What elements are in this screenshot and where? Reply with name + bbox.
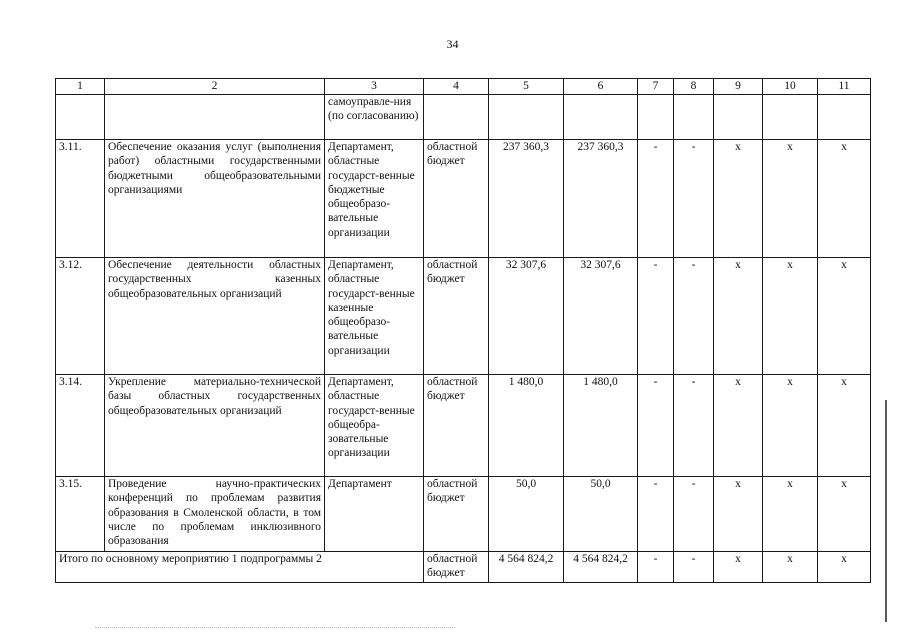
budget-table (55, 78, 871, 583)
table-row (56, 258, 871, 375)
value-cell (638, 95, 674, 140)
value-cell: х (714, 258, 763, 375)
activity-name-cell: Проведение научно-практических конференций по проблемам развития образования в Смоленской области, в том числе по проблемам инклюзивного образования (105, 477, 325, 552)
row-number-cell: 3.14. (56, 375, 105, 477)
funding-source-cell: областной бюджет (424, 375, 489, 477)
scan-margin-line (885, 400, 887, 622)
amount-cell (489, 95, 564, 140)
amount-cell: 50,0 (564, 477, 638, 552)
funding-source-cell: областной бюджет (424, 258, 489, 375)
table-header-row (56, 79, 871, 95)
table-row (56, 375, 871, 477)
value-cell: х (818, 375, 871, 477)
value-cell: - (638, 552, 674, 583)
value-cell: х (818, 552, 871, 583)
value-cell: - (638, 375, 674, 477)
total-amount-cell: 4 564 824,2 (564, 552, 638, 583)
activity-name-cell: Укрепление материально-технической базы областных государственных общеобразовательных организаций (105, 375, 325, 477)
value-cell: х (714, 140, 763, 258)
column-header: 7 (638, 79, 674, 95)
column-header: 11 (818, 79, 871, 95)
value-cell: х (763, 375, 818, 477)
table-row (56, 95, 871, 140)
value-cell: х (818, 477, 871, 552)
value-cell (818, 95, 871, 140)
amount-cell: 32 307,6 (489, 258, 564, 375)
column-header: 10 (763, 79, 818, 95)
value-cell: х (763, 258, 818, 375)
activity-name-cell: Обеспечение оказания услуг (выполнения работ) областными государственными бюджетными общеобразовательными организациями (105, 140, 325, 258)
column-header: 4 (424, 79, 489, 95)
executor-cell: Департамент, областные государст-венные общеобра-зовательные организации (325, 375, 424, 477)
column-header: 6 (564, 79, 638, 95)
column-header: 3 (325, 79, 424, 95)
executor-cell: самоуправле-ния (по согласованию) (325, 95, 424, 140)
total-label-cell: Итого по основному мероприятию 1 подпрограммы 2 (56, 552, 424, 583)
column-header: 8 (674, 79, 714, 95)
value-cell: х (763, 552, 818, 583)
column-header: 5 (489, 79, 564, 95)
funding-source-cell (424, 95, 489, 140)
value-cell: - (674, 258, 714, 375)
total-row (56, 552, 871, 583)
value-cell: х (714, 477, 763, 552)
table-row (56, 140, 871, 258)
row-number-cell: 3.15. (56, 477, 105, 552)
funding-source-cell: областной бюджет (424, 140, 489, 258)
amount-cell: 1 480,0 (564, 375, 638, 477)
value-cell: - (638, 477, 674, 552)
column-header: 2 (105, 79, 325, 95)
executor-cell: Департамент (325, 477, 424, 552)
value-cell (674, 95, 714, 140)
funding-source-cell: областной бюджет (424, 552, 489, 583)
activity-name-cell: Обеспечение деятельности областных государственных казенных общеобразовательных организаций (105, 258, 325, 375)
value-cell: - (674, 552, 714, 583)
total-amount-cell: 4 564 824,2 (489, 552, 564, 583)
row-number-cell: 3.12. (56, 258, 105, 375)
amount-cell: 1 480,0 (489, 375, 564, 477)
amount-cell (564, 95, 638, 140)
column-header: 9 (714, 79, 763, 95)
executor-cell: Департамент, областные государст-венные бюджетные общеобразо-вательные организации (325, 140, 424, 258)
value-cell: х (763, 477, 818, 552)
page-number: 34 (446, 37, 459, 51)
value-cell: - (674, 477, 714, 552)
value-cell: х (763, 140, 818, 258)
amount-cell: 237 360,3 (564, 140, 638, 258)
value-cell: х (714, 552, 763, 583)
value-cell: - (638, 140, 674, 258)
activity-name-cell (105, 95, 325, 140)
value-cell: х (818, 258, 871, 375)
row-number-cell (56, 95, 105, 140)
table-row (56, 477, 871, 552)
value-cell: - (674, 375, 714, 477)
row-number-cell: 3.11. (56, 140, 105, 258)
value-cell (714, 95, 763, 140)
value-cell (763, 95, 818, 140)
amount-cell: 32 307,6 (564, 258, 638, 375)
amount-cell: 50,0 (489, 477, 564, 552)
scan-noise-line (95, 627, 455, 629)
value-cell: - (638, 258, 674, 375)
value-cell: х (818, 140, 871, 258)
column-header: 1 (56, 79, 105, 95)
value-cell: х (714, 375, 763, 477)
amount-cell: 237 360,3 (489, 140, 564, 258)
executor-cell: Департамент, областные государст-венные казенные общеобразо-вательные организации (325, 258, 424, 375)
value-cell: - (674, 140, 714, 258)
funding-source-cell: областной бюджет (424, 477, 489, 552)
